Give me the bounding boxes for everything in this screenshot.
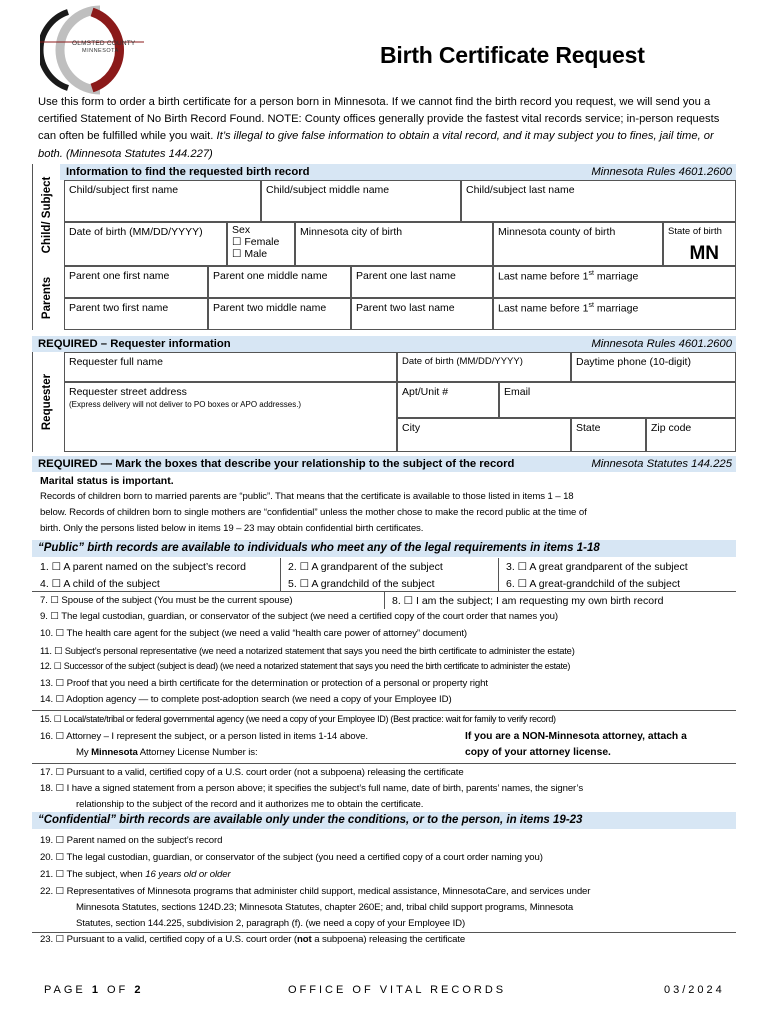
page-title: Birth Certificate Request <box>380 42 645 68</box>
child-last-name-field[interactable]: Child/subject last name <box>461 180 736 222</box>
requester-dob-field[interactable]: Date of birth (MM/DD/YYYY) <box>397 352 571 382</box>
item-22-checkbox[interactable]: 22. ☐ Representatives of Minnesota programs that administer child support, medical assistance, MinnesotaCare, and services under <box>40 886 591 897</box>
section2-title: REQUIRED – Requester information <box>38 338 231 350</box>
requester-zip-field[interactable]: Zip code <box>646 418 736 452</box>
section-find-record <box>60 164 736 180</box>
item-22-line3: Statutes, section 144.225, subdivision 2, paragraph (f). (we need a copy of your Employee ID) <box>76 918 466 929</box>
attorney-license-label: My Minnesota Attorney License Number is: <box>76 747 258 758</box>
item-20-checkbox[interactable]: 20. ☐ The legal custodian, guardian, or conservator of the subject (you need a certified copy of a court order naming you) <box>40 852 543 863</box>
item-10-checkbox[interactable]: 10. ☐ The health care agent for the subject (we need a valid “health care power of attorney” document) <box>40 628 467 639</box>
marital-line3: birth. Only the persons listed below in items 19 – 23 may obtain confidential birth certificates. <box>40 523 424 534</box>
parent2-last-field[interactable]: Parent two last name <box>351 298 493 330</box>
item-4-checkbox[interactable]: 4. ☐ A child of the subject <box>40 578 160 590</box>
footer-office: OFFICE OF VITAL RECORDS <box>288 984 507 996</box>
item-8-checkbox[interactable]: 8. ☐ I am the subject; I am requesting my own birth record <box>392 595 664 607</box>
section-requester <box>32 336 736 352</box>
requester-phone-field[interactable]: Daytime phone (10-digit) <box>571 352 736 382</box>
item-7-checkbox[interactable]: 7. ☐ Spouse of the subject (You must be the current spouse) <box>40 595 293 606</box>
footer-page-number: PAGE 1 OF 2 <box>44 984 144 996</box>
county-logo <box>40 4 150 96</box>
section2-rule: Minnesota Rules 4601.2600 <box>591 338 732 350</box>
item-17-checkbox[interactable]: 17. ☐ Pursuant to a valid, certified copy of a U.S. court order (not a subpoena) releasing the certificate <box>40 767 464 778</box>
requester-state-field[interactable]: State <box>571 418 646 452</box>
parent1-last-field[interactable]: Parent one last name <box>351 266 493 298</box>
parent2-first-field[interactable]: Parent two first name <box>64 298 208 330</box>
item-19-checkbox[interactable]: 19. ☐ Parent named on the subject’s record <box>40 835 223 846</box>
item-2-checkbox[interactable]: 2. ☐ A grandparent of the subject <box>288 561 443 573</box>
item-18-line2: relationship to the subject of the record and it authorizes me to obtain the certificate. <box>76 799 424 810</box>
county-of-birth-field[interactable]: Minnesota county of birth <box>493 222 663 266</box>
child-middle-name-field[interactable]: Child/subject middle name <box>261 180 461 222</box>
section1-title: Information to find the requested birth record <box>66 166 310 178</box>
footer-date: 03/2024 <box>664 984 725 996</box>
item-5-checkbox[interactable]: 5. ☐ A grandchild of the subject <box>288 578 435 590</box>
requester-email-field[interactable]: Email <box>499 382 736 418</box>
parent1-first-field[interactable]: Parent one first name <box>64 266 208 298</box>
male-checkbox[interactable]: ☐ Male <box>232 248 268 260</box>
address-note: (Express delivery will not deliver to PO boxes or APO addresses.) <box>69 400 302 409</box>
requester-apt-field[interactable]: Apt/Unit # <box>397 382 499 418</box>
state-of-birth-field: State of birth MN <box>663 222 736 266</box>
intro-text <box>38 94 738 163</box>
item-3-checkbox[interactable]: 3. ☐ A great grandparent of the subject <box>506 561 688 573</box>
parent1-middle-field[interactable]: Parent one middle name <box>208 266 351 298</box>
side-label-requester: Requester <box>32 352 60 452</box>
side-label-parents: Parents <box>32 266 60 330</box>
sex-field: Sex ☐ Female ☐ Male <box>227 222 295 266</box>
female-checkbox[interactable]: ☐ Female <box>232 236 280 248</box>
section1-rule: Minnesota Rules 4601.2600 <box>591 166 732 178</box>
item-22-line2: Minnesota Statutes, sections 124D.23; Minnesota Statutes, chapter 260E; and, tribal child support programs, Minnesota <box>76 902 574 913</box>
logo-line2: MINNESOTA <box>82 48 119 54</box>
confidential-records-band: “Confidential” birth records are available only under the conditions, or to the person, in items 19-23 <box>32 812 736 829</box>
section3-rule: Minnesota Statutes 144.225 <box>591 458 732 470</box>
parent2-before-marriage-field[interactable]: Last name before 1st marriage <box>493 298 736 330</box>
item-14-checkbox[interactable]: 14. ☐ Adoption agency — to complete post-adoption search (we need a copy of your Employee ID) <box>40 694 452 705</box>
item-11-checkbox[interactable]: 11. ☐ Subject’s personal representative (we need a notarized statement that says you need the birth certificate to administer the estate) <box>40 645 575 656</box>
child-first-name-field[interactable]: Child/subject first name <box>64 180 261 222</box>
child-dob-field[interactable]: Date of birth (MM/DD/YYYY) <box>64 222 227 266</box>
parent2-middle-field[interactable]: Parent two middle name <box>208 298 351 330</box>
attorney-note-line1: If you are a NON-Minnesota attorney, attach a <box>465 731 687 742</box>
intro-italic: It’s illegal to give false information to obtain a vital record, and it may subject you to fines, jail time, or both. (Minnesota Statutes 144.227) <box>38 130 714 160</box>
city-of-birth-field[interactable]: Minnesota city of birth <box>295 222 493 266</box>
parent1-before-marriage-field[interactable]: Last name before 1st marriage <box>493 266 736 298</box>
item-6-checkbox[interactable]: 6. ☐ A great-grandchild of the subject <box>506 578 681 590</box>
item-15-checkbox[interactable]: 15. ☐ Local/state/tribal or federal governmental agency (we need a copy of your Employee ID) (Best practice: wait for family to verify record) <box>40 714 556 724</box>
marital-line1: Records of children born to married parents are “public”. That means that the certificate is available to those listed in items 1 – 18 <box>40 491 574 502</box>
state-of-birth-value: MN <box>689 243 719 264</box>
item-21-checkbox[interactable]: 21. ☐ The subject, when 16 years old or older <box>40 869 231 880</box>
side-label-child: Child/ Subject <box>32 164 60 266</box>
section-relationship <box>32 456 736 472</box>
intro-normal: Use this form to order a birth certificate for a person born in Minnesota. If we cannot find the birth record you request, we will send you a certified Statement of No Birth Record Found. NOTE: County offices generally provide the fastest vital records service; in-person requests can often be fulfilled while you wait. <box>38 96 720 143</box>
attorney-note-line2: copy of your attorney license. <box>465 747 611 758</box>
item-12-checkbox[interactable]: 12. ☐ Successor of the subject (subject is dead) (we need a notarized statement that says you need the birth certificate to administer the estate) <box>40 661 571 671</box>
section3-title: REQUIRED — Mark the boxes that describe your relationship to the subject of the record <box>38 458 515 470</box>
item-23-checkbox[interactable]: 23. ☐ Pursuant to a valid, certified copy of a U.S. court order (not a subpoena) releasing the certificate <box>40 934 466 945</box>
item-9-checkbox[interactable]: 9. ☐ The legal custodian, guardian, or conservator of the subject (we need a certified copy of the court order that names you) <box>40 611 558 622</box>
marital-heading: Marital status is important. <box>40 475 174 487</box>
item-16-checkbox[interactable]: 16. ☐ Attorney – I represent the subject, or a person listed in items 1-14 above. <box>40 731 368 742</box>
requester-city-field[interactable]: City <box>397 418 571 452</box>
requester-full-name-field[interactable]: Requester full name <box>64 352 397 382</box>
marital-line2: below. Records of children born to single mothers are “confidential” unless the mother chose to make the record public at the time of <box>40 507 587 518</box>
logo-line1: OLMSTED COUNTY <box>72 40 136 47</box>
public-records-band: “Public” birth records are available to individuals who meet any of the legal requirements in items 1-18 <box>32 540 736 557</box>
item-13-checkbox[interactable]: 13. ☐ Proof that you need a birth certificate for the determination or protection of a personal or property right <box>40 678 488 689</box>
requester-address-field[interactable]: Requester street address (Express delivery will not deliver to PO boxes or APO addresses.) <box>64 382 397 452</box>
item-18-checkbox[interactable]: 18. ☐ I have a signed statement from a person above; it specifies the subject’s full name, date of birth, parents’ names, the signer’s <box>40 783 584 794</box>
item-1-checkbox[interactable]: 1. ☐ A parent named on the subject’s record <box>40 561 246 573</box>
